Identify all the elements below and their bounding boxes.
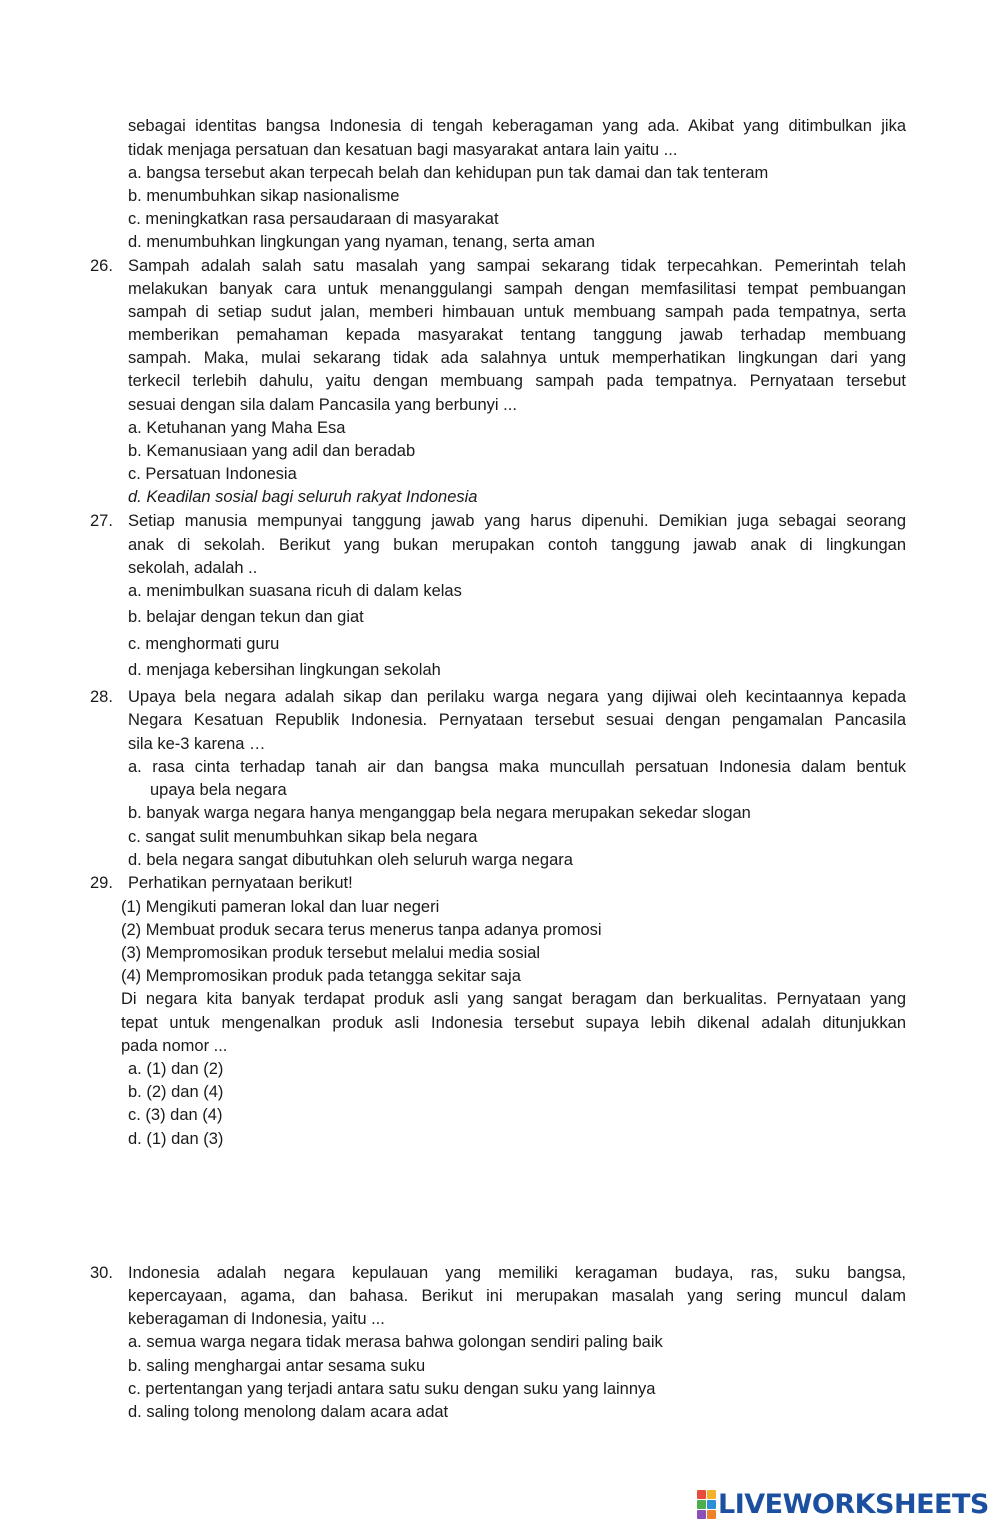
question-27-option-c[interactable]: c. menghormati guru xyxy=(128,635,280,653)
question-27-line-1: Setiap manusia mempunyai tanggung jawab yang harus dipenuhi. Demikian juga sebagai seorang xyxy=(128,512,906,530)
question-30-option-b[interactable]: b. saling menghargai antar sesama suku xyxy=(128,1357,426,1375)
intro-line-2: tidak menjaga persatuan dan kesatuan bagi masyarakat antara lain yaitu ... xyxy=(128,141,678,159)
liveworksheets-brand[interactable] xyxy=(697,1487,989,1521)
question-30-option-a[interactable]: a. semua warga negara tidak merasa bahwa golongan sendiri paling baik xyxy=(128,1333,663,1351)
question-29-statement-3: (3) Mempromosikan produk tersebut melalui media sosial xyxy=(121,944,541,962)
question-26-number: 26. xyxy=(90,257,113,275)
question-26-option-b[interactable]: b. Kemanusiaan yang adil dan beradab xyxy=(128,442,416,460)
question-26-line-2: melakukan banyak cara untuk menanggulangi sampah dengan memfasilitasi tempat pembuangan xyxy=(128,280,906,298)
intro-option-a[interactable]: a. bangsa tersebut akan terpecah belah dan kehidupan pun tak damai dan tak tenteram xyxy=(128,164,769,182)
question-30-line-1: Indonesia adalah negara kepulauan yang memiliki keragaman budaya, ras, suku bangsa, xyxy=(128,1264,906,1282)
question-29-body-1: Di negara kita banyak terdapat produk asli yang sangat beragam dan berkualitas. Pernyataan yang xyxy=(121,990,906,1008)
logo-square-4 xyxy=(707,1500,716,1509)
question-30-number: 30. xyxy=(90,1264,113,1282)
question-27-line-2: anak di sekolah. Berikut yang bukan merupakan contoh tanggung jawab anak di lingkungan xyxy=(128,536,906,554)
logo-square-5 xyxy=(697,1510,706,1519)
question-26-line-5: sampah. Maka, mulai sekarang tidak ada salahnya untuk memperhatikan lingkungan dari yang xyxy=(128,349,906,367)
question-28-option-b[interactable]: b. banyak warga negara hanya menganggap bela negara merupakan sekedar slogan xyxy=(128,804,751,822)
question-27-option-b[interactable]: b. belajar dengan tekun dan giat xyxy=(128,608,364,626)
intro-option-d[interactable]: d. menumbuhkan lingkungan yang nyaman, tenang, serta aman xyxy=(128,233,595,251)
question-27-option-d[interactable]: d. menjaga kebersihan lingkungan sekolah xyxy=(128,661,441,679)
question-26-option-c[interactable]: c. Persatuan Indonesia xyxy=(128,465,297,483)
logo-square-6 xyxy=(707,1510,716,1519)
question-30-option-d[interactable]: d. saling tolong menolong dalam acara adat xyxy=(128,1403,449,1421)
question-26-option-a[interactable]: a. Ketuhanan yang Maha Esa xyxy=(128,419,346,437)
question-28-option-c[interactable]: c. sangat sulit menumbuhkan sikap bela negara xyxy=(128,828,478,846)
question-26-line-3: sampah di setiap sudut jalan, memberi himbauan untuk membuang sampah pada tempatnya, serta xyxy=(128,303,906,321)
question-29-option-a[interactable]: a. (1) dan (2) xyxy=(128,1060,224,1078)
liveworksheets-logo-icon xyxy=(697,1490,715,1518)
logo-square-2 xyxy=(707,1490,716,1499)
question-26-option-d[interactable]: d. Keadilan sosial bagi seluruh rakyat Indonesia xyxy=(128,488,478,506)
question-28-line-2: Negara Kesatuan Republik Indonesia. Pernyataan tersebut sesuai dengan pengamalan Pancasila xyxy=(128,711,906,729)
question-30-line-2: kepercayaan, agama, dan bahasa. Berikut ini merupakan masalah yang sering muncul dalam xyxy=(128,1287,906,1305)
question-27-line-3: sekolah, adalah .. xyxy=(128,559,258,577)
liveworksheets-wordmark: LIVEWORKSHEETS xyxy=(718,1488,989,1520)
question-29-body-3: pada nomor ... xyxy=(121,1037,228,1055)
question-29-option-b[interactable]: b. (2) dan (4) xyxy=(128,1083,224,1101)
logo-square-3 xyxy=(697,1500,706,1509)
question-27-number: 27. xyxy=(90,512,113,530)
question-29-statement-2: (2) Membuat produk secara terus menerus tanpa adanya promosi xyxy=(121,921,602,939)
intro-option-c[interactable]: c. meningkatkan rasa persaudaraan di masyarakat xyxy=(128,210,499,228)
question-28-line-1: Upaya bela negara adalah sikap dan perilaku warga negara yang dijiwai oleh kecintaannya kepada xyxy=(128,688,906,706)
question-29-line-1: Perhatikan pernyataan berikut! xyxy=(128,874,353,892)
question-28-number: 28. xyxy=(90,688,113,706)
question-29-option-d[interactable]: d. (1) dan (3) xyxy=(128,1130,224,1148)
question-27-option-a[interactable]: a. menimbulkan suasana ricuh di dalam kelas xyxy=(128,582,462,600)
question-26-line-7: sesuai dengan sila dalam Pancasila yang berbunyi ... xyxy=(128,396,517,414)
question-28-line-3: sila ke-3 karena … xyxy=(128,735,266,753)
question-26-line-1: Sampah adalah salah satu masalah yang sampai sekarang tidak terpecahkan. Pemerintah telah xyxy=(128,257,906,275)
intro-option-b[interactable]: b. menumbuhkan sikap nasionalisme xyxy=(128,187,400,205)
question-29-option-c[interactable]: c. (3) dan (4) xyxy=(128,1106,223,1124)
question-28-option-a-cont[interactable]: upaya bela negara xyxy=(150,781,287,799)
question-29-statement-4: (4) Mempromosikan produk pada tetangga sekitar saja xyxy=(121,967,521,985)
question-29-number: 29. xyxy=(90,874,113,892)
question-26-line-4: memberikan pemahaman kepada masyarakat tentang tanggung jawab terhadap membuang xyxy=(128,326,906,344)
question-28-option-d[interactable]: d. bela negara sangat dibutuhkan oleh seluruh warga negara xyxy=(128,851,573,869)
question-28-option-a[interactable]: a. rasa cinta terhadap tanah air dan bangsa maka muncullah persatuan Indonesia dalam bentuk xyxy=(128,758,906,776)
intro-line-1: sebagai identitas bangsa Indonesia di tengah keberagaman yang ada. Akibat yang ditimbulkan jika xyxy=(128,117,906,135)
question-26-line-6: terkecil terlebih dahulu, yaitu dengan membuang sampah pada tempatnya. Pernyataan tersebut xyxy=(128,372,906,390)
question-29-body-2: tepat untuk mengenalkan produk asli Indonesia tersebut supaya lebih dikenal adalah ditunjukkan xyxy=(121,1014,906,1032)
question-30-line-3: keberagaman di Indonesia, yaitu ... xyxy=(128,1310,385,1328)
question-30-option-c[interactable]: c. pertentangan yang terjadi antara satu suku dengan suku yang lainnya xyxy=(128,1380,656,1398)
question-29-statement-1: (1) Mengikuti pameran lokal dan luar negeri xyxy=(121,898,440,916)
logo-square-1 xyxy=(697,1490,706,1499)
